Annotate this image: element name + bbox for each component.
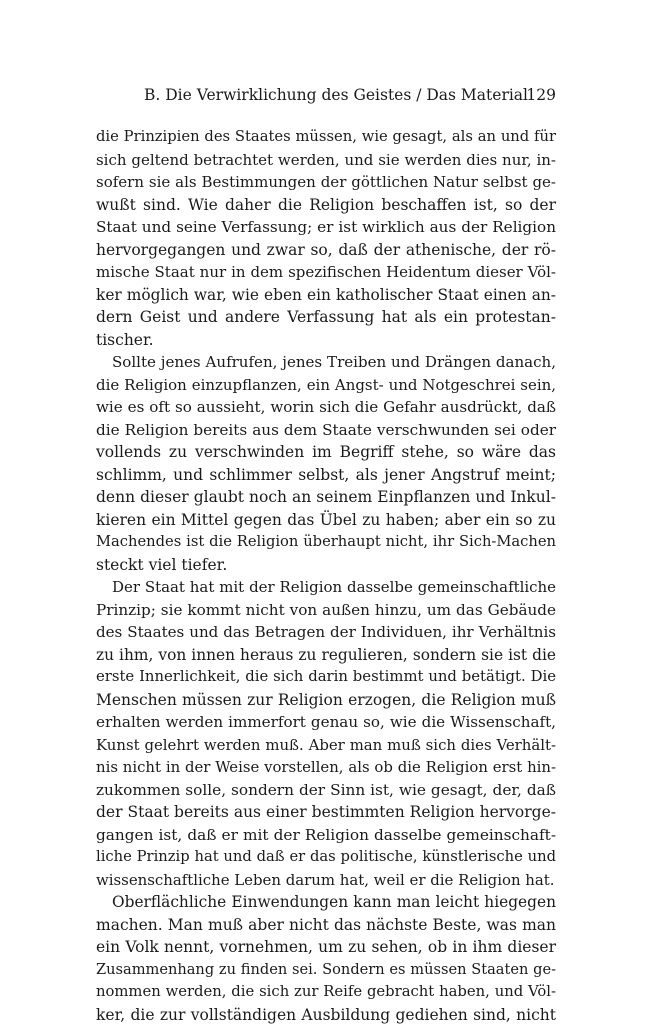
- text-line: Prinzip; sie kommt nicht von außen hinzu, um das Gebäude: [96, 599, 556, 622]
- text-line: wußt sind. Wie daher die Religion beschaffen ist, so der: [96, 194, 556, 217]
- text-line: sofern sie als Bestimmungen der göttlichen Natur selbst ge-: [96, 171, 556, 194]
- text-line: die Religion bereits aus dem Staate verschwunden sei oder: [96, 419, 556, 442]
- text-line: die Religion einzupflanzen, ein Angst- und Notgeschrei sein,: [96, 374, 556, 397]
- text-line: Sollte jenes Aufrufen, jenes Treiben und Drängen danach,: [96, 351, 556, 374]
- text-line: dern Geist und andere Verfassung hat als ein protestan-: [96, 306, 556, 329]
- text-line: vollends zu verschwinden im Begriff stehe, so wäre das: [96, 441, 556, 464]
- text-line: erhalten werden immerfort genau so, wie die Wissenschaft,: [96, 711, 556, 734]
- text-line: nommen werden, die sich zur Reife gebracht haben, und Völ-: [96, 981, 556, 1004]
- running-head: [96, 84, 556, 106]
- text-line: erste Innerlichkeit, die sich darin bestimmt und betätigt. Die: [96, 666, 556, 689]
- running-head-title: B. Die Verwirklichung des Geistes / Das Material: [144, 84, 528, 106]
- text-line: zu ihm, von innen heraus zu regulieren, sondern sie ist die: [96, 644, 556, 667]
- text-line: machen. Man muß aber nicht das nächste Beste, was man: [96, 914, 556, 937]
- text-line: kieren ein Mittel gegen das Übel zu haben; aber ein so zu: [96, 509, 556, 532]
- text-line: der Staat bereits aus einer bestimmten Religion hervorge-: [96, 801, 556, 824]
- text-line: hervorgegangen und zwar so, daß der athenische, der rö-: [96, 239, 556, 262]
- page-number: 129: [526, 84, 556, 106]
- text-line: wissenschaftliche Leben darum hat, weil er die Religion hat.: [96, 869, 556, 892]
- text-line: nis nicht in der Weise vorstellen, als ob die Religion erst hin-: [96, 756, 556, 779]
- text-line: des Staates und das Betragen der Individuen, ihr Verhältnis: [96, 621, 556, 644]
- text-line: die Prinzipien des Staates müssen, wie gesagt, als an und für: [96, 126, 556, 149]
- text-line: tischer.: [96, 329, 556, 352]
- text-line: Menschen müssen zur Religion erzogen, die Religion muß: [96, 689, 556, 712]
- text-line: sich geltend betrachtet werden, und sie werden dies nur, in-: [96, 149, 556, 172]
- text-line: Oberflächliche Einwendungen kann man leicht hiegegen: [96, 891, 556, 914]
- text-line: ein Volk nennt, vornehmen, um zu sehen, ob in ihm dieser: [96, 936, 556, 959]
- text-line: Staat und seine Verfassung; er ist wirklich aus der Religion: [96, 216, 556, 239]
- text-line: gangen ist, daß er mit der Religion dasselbe gemeinschaft-: [96, 824, 556, 847]
- text-line: schlimm, und schlimmer selbst, als jener Angstruf meint;: [96, 464, 556, 487]
- text-line: denn dieser glaubt noch an seinem Einpflanzen und Inkul-: [96, 486, 556, 509]
- text-line: Machendes ist die Religion überhaupt nicht, ihr Sich-Machen: [96, 531, 556, 554]
- text-line: liche Prinzip hat und daß er das politische, künstlerische und: [96, 846, 556, 869]
- text-line: steckt viel tiefer.: [96, 554, 556, 577]
- body-text: [96, 126, 556, 1026]
- text-line: ker möglich war, wie eben ein katholischer Staat einen an-: [96, 284, 556, 307]
- text-line: Der Staat hat mit der Religion dasselbe gemeinschaftliche: [96, 576, 556, 599]
- text-line: mische Staat nur in dem spezifischen Heidentum dieser Völ-: [96, 261, 556, 284]
- text-line: ker, die zur vollständigen Ausbildung gediehen sind, nicht: [96, 1004, 556, 1026]
- text-line: wie es oft so aussieht, worin sich die Gefahr ausdrückt, daß: [96, 396, 556, 419]
- text-line: zukommen solle, sondern der Sinn ist, wie gesagt, der, daß: [96, 779, 556, 802]
- text-line: Kunst gelehrt werden muß. Aber man muß sich dies Verhält-: [96, 734, 556, 757]
- text-line: Zusammenhang zu finden sei. Sondern es müssen Staaten ge-: [96, 959, 556, 982]
